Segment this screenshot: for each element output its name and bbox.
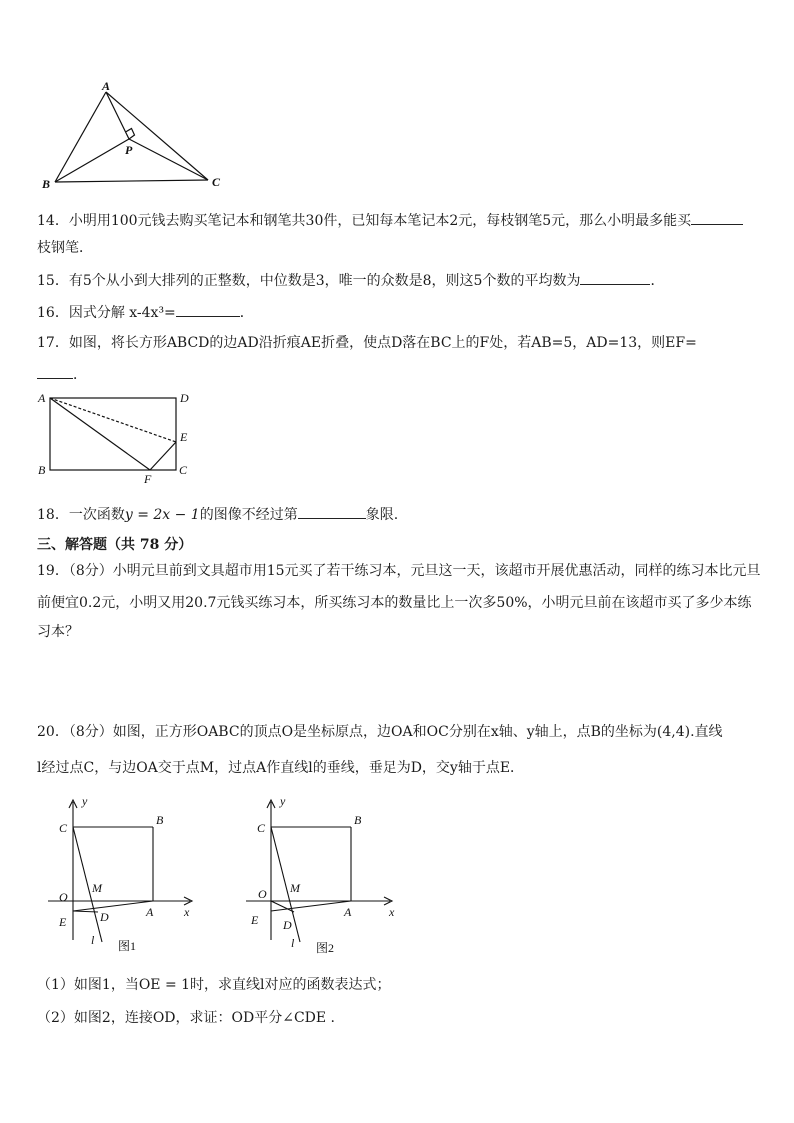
q18-end: 象限. [365,507,399,523]
rect-label-A: A [38,391,46,405]
question-17-cont [37,364,87,385]
fig1-O-label: O [59,890,68,904]
rect-label-E: E [180,430,188,444]
label-B: B [42,177,51,190]
fig1-x-label: x [184,905,190,919]
fig2-O-label: O [258,887,267,901]
q17-text: 17．如图，将长方形ABCD的边AD沿折痕AE折叠，使点D落在BC上的F处，若AB=5，AD=13，则EF= [37,335,697,351]
triangle-figure [30,78,230,190]
question-16 [37,302,254,323]
fig2-M-label: M [290,881,300,895]
q15-blank [580,270,650,285]
question-18 [37,504,398,525]
label-P: P [125,143,133,157]
question-20-line2: l经过点C，与边OA交于点M，过点A作直线l的垂线，垂足为D，交y轴于点E． [37,760,525,776]
q16-text: 16．因式分解 x-4x³= [37,305,176,321]
fig1-C-label: C [59,821,68,835]
q16-blank [176,302,240,317]
q14-cont-text: 枝钢笔． [37,240,93,256]
rect-label-B: B [38,463,46,477]
fig1-E-label: E [59,915,67,929]
question-19-line3: 习本？ [37,624,79,640]
fig2-x-label: x [389,905,395,919]
fig2-caption: 图2 [316,941,335,955]
fig1-M-label: M [92,881,102,895]
label-A: A [102,79,111,93]
q14-text: 14．小明用100元钱去购买笔记本和钢笔共30件，已知每本笔记本2元，每枝钢笔5元，那么小明最多能买 [37,213,692,229]
fig2-B-label: B [354,813,362,827]
fig1-caption: 图1 [118,939,137,953]
fig1-A-label: A [146,905,154,919]
label-C: C [212,175,221,189]
fig2-C-label: C [257,821,266,835]
q18-pre: 18．一次函数 [37,507,125,523]
q14-blank [691,210,743,225]
rect-label-F: F [144,472,152,483]
q17-end: ． [73,367,87,383]
q18-formula: y = 2x − 1 [124,507,200,523]
question-20-sub1: （1）如图1，当OE = 1时，求直线l对应的函数表达式； [37,977,391,993]
question-14 [37,210,743,231]
question-14-cont [37,238,93,258]
fig1-D-label: D [100,910,109,924]
q17-blank [37,364,73,379]
section-heading: 三、解答题（共 78 分） [37,537,193,553]
question-19-line1: 19．（8分）小明元旦前到文具超市用15元买了若干练习本，元旦这一天，该超市开展优惠活动，同样的练习本比元旦 [37,563,761,579]
rectangle-fold-figure [30,388,200,483]
coordinate-figure-2 [238,790,408,960]
fig1-B-label: B [156,813,164,827]
rect-label-C: C [179,463,188,477]
fig2-y-label: y [280,794,286,808]
q15-text: 15．有5个从小到大排列的正整数，中位数是3，唯一的众数是8，则这5个数的平均数为 [37,273,581,289]
question-17 [37,333,697,353]
q16-end: ． [239,305,254,321]
fig2-l-label: l [291,936,295,950]
q18-mid: 的图像不经过第 [199,507,298,523]
question-20-line1: 20．（8分）如图，正方形OABC的顶点O是坐标原点，边OA和OC分别在x轴、y轴上，点B的坐标为(4,4).直线 [37,724,723,740]
question-19-line2: 前便宜0.2元，小明又用20.7元钱买练习本，所买练习本的数量比上一次多50%，小明元旦前在该超市买了多少本练 [37,595,752,611]
q15-end: ． [650,273,665,289]
fig1-l-label: l [91,933,95,947]
question-15 [37,270,664,291]
question-20-sub2: （2）如图2，连接OD，求证：OD平分∠CDE . [37,1010,336,1026]
fig2-D-label: D [283,918,292,932]
fig2-A-label: A [344,905,352,919]
fig2-E-label: E [251,913,259,927]
rect-label-D: D [180,391,189,405]
coordinate-figure-1 [40,790,210,960]
fig1-y-label: y [82,794,88,808]
q18-blank [298,504,366,519]
